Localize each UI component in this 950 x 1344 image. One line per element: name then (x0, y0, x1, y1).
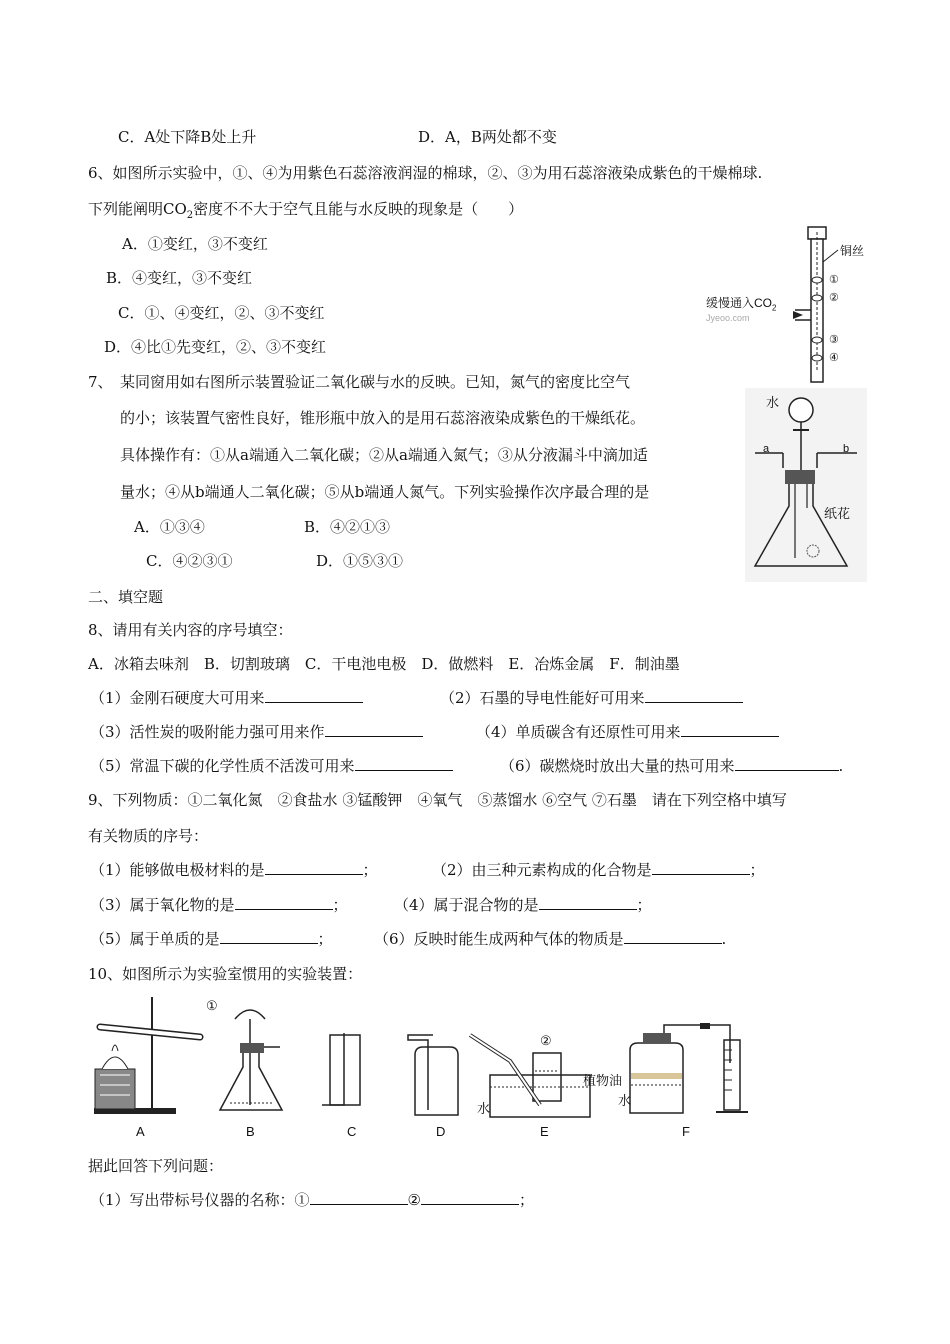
q10-apparatus-figure (90, 995, 760, 1120)
q10-stem: 10、如图所示为实验室惯用的实验装置： (88, 965, 363, 983)
q7-water-label: 水 (766, 395, 780, 410)
answer-blank[interactable] (235, 895, 333, 910)
q9-item-4: （4）属于混合物的是 ； (394, 896, 652, 914)
q9-stem-line2: 有关物质的序号： (88, 827, 209, 845)
q8-item-5: （5）常温下碳的化学性质不活泼可用来 (90, 756, 453, 776)
q7-flask-figure (745, 388, 867, 582)
answer-blank[interactable] (310, 1190, 408, 1205)
answer-blank[interactable] (265, 860, 363, 875)
q8-item-6: （6）碳燃烧时放出大量的热可用来 . (500, 757, 844, 775)
answer-blank[interactable] (735, 756, 839, 771)
q6-ball-1: ① (829, 274, 839, 286)
q7-stem-line3: 具体操作有：①从a端通入二氧化碳；②从a端通入氮气；③从分液漏斗中滴加适 (120, 446, 648, 464)
q7-option-a: A．①③④ (134, 518, 205, 536)
q8-options: A．冰箱去味剂 B．切割玻璃 C．干电池电极 D．做燃料 E．冶炼金属 F．制油墨 (88, 655, 680, 673)
q6-option-b: B．④变红，③不变红 (106, 269, 253, 287)
q9-item-5: （5）属于单质的是 ； (90, 930, 333, 948)
q8-stem: 8、请用有关内容的序号填空： (88, 621, 293, 639)
q7-stem-line2: 的小；该装置气密性良好，锥形瓶中放入的是用石蕊溶液染成紫色的干燥纸花。 (120, 409, 646, 427)
q5-option-c: C．A处下降B处上升 (118, 128, 257, 146)
answer-blank[interactable] (645, 688, 743, 703)
q8-item-1: （1）金刚石硬度大可用来 (90, 688, 363, 708)
q10-mark-1: ① (206, 998, 218, 1013)
q10-label-b: B (246, 1124, 255, 1139)
q10-item-1: （1）写出带标号仪器的名称：① ② ； (90, 1191, 535, 1209)
q6-option-c: C．①、④变红，②、③不变红 (118, 304, 325, 322)
q7-port-a: a (763, 443, 770, 455)
q9-stem-line1: 9、下列物质：①二氧化氮 ②食盐水 ③锰酸钾 ④氧气 ⑤蒸馏水 ⑥空气 ⑦石墨 请在下列空格中填写 (88, 791, 787, 809)
q6-option-d: D．④比①先变红，②、③不变红 (104, 338, 327, 356)
q9-item-1: （1）能够做电极材料的是 ； (90, 861, 378, 879)
answer-blank[interactable] (421, 1190, 519, 1205)
q10-mark-2: ② (540, 1033, 552, 1048)
q10-label-c: C (347, 1124, 357, 1139)
q8-item-3: （3）活性炭的吸附能力强可用来作 (90, 722, 423, 742)
q6-watermark: Jyeoo.com (706, 313, 750, 323)
answer-blank[interactable] (652, 860, 750, 875)
q7-stem-line1: 7、 某同窗用如右图所示装置验证二氧化碳与水的反映。已知，氮气的密度比空气 (88, 373, 631, 391)
q10-label-a: A (136, 1124, 145, 1139)
q6-ball-4: ④ (829, 352, 839, 364)
q8-item-2: （2）石墨的导电性能好可用来 (440, 688, 743, 708)
q10-label-f: F (682, 1124, 690, 1139)
answer-blank[interactable] (624, 929, 722, 944)
answer-blank[interactable] (681, 722, 779, 737)
answer-blank[interactable] (325, 722, 423, 737)
q7-option-d: D．①⑤③① (316, 552, 404, 570)
q10-e-water-label: 水 (477, 1101, 491, 1116)
q5-option-d: D．A，B两处都不变 (418, 128, 557, 146)
q6-stem-line2: 下列能阐明$CO_2$密度不不大于空气且能与水反映的现象是（ ） (88, 200, 524, 221)
q6-stem-line1: 6、如图所示实验中，①、④为用紫色石蕊溶液润湿的棉球，②、③为用石蕊溶液染成紫色的干燥棉球. (88, 164, 763, 182)
q6-ball-3: ③ (829, 334, 839, 346)
answer-blank[interactable] (220, 929, 318, 944)
q9-item-3: （3）属于氧化物的是 ； (90, 896, 348, 914)
q7-stem-line4: 量水；④从b端通人二氧化碳；⑤从b端通人氮气。下列实验操作次序最合理的是 (120, 483, 650, 501)
q7-port-b: b (843, 443, 850, 455)
q10-label-d: D (436, 1124, 446, 1139)
q7-paper-flower-label: 纸花 (824, 506, 851, 521)
q9-item-6: （6）反映时能生成两种气体的物质是 . (374, 930, 727, 948)
q6-copper-wire-label: 铜丝 (840, 244, 865, 258)
q7-option-c: C．④②③① (146, 552, 233, 570)
q6-option-a: A．①变红，③不变红 (122, 235, 268, 253)
section-fill-in: 二、填空题 (88, 588, 164, 606)
q6-inlet-label: 缓慢通入$CO_2$ (706, 296, 777, 313)
q7-option-b: B．④②①③ (304, 518, 391, 536)
answer-blank[interactable] (265, 688, 363, 703)
answer-blank[interactable] (539, 895, 637, 910)
q9-item-2: （2）由三种元素构成的化合物是 ； (432, 861, 765, 879)
q6-ball-2: ② (829, 292, 839, 304)
q10-prompt: 据此回答下列问题： (88, 1157, 224, 1175)
q10-label-e: E (540, 1124, 549, 1139)
q8-item-4: （4）单质碳含有还原性可用来 (476, 722, 779, 742)
q10-oil-label: 植物油 (583, 1073, 623, 1088)
answer-blank[interactable] (355, 756, 453, 771)
q10-f-water-label: 水 (618, 1093, 632, 1108)
